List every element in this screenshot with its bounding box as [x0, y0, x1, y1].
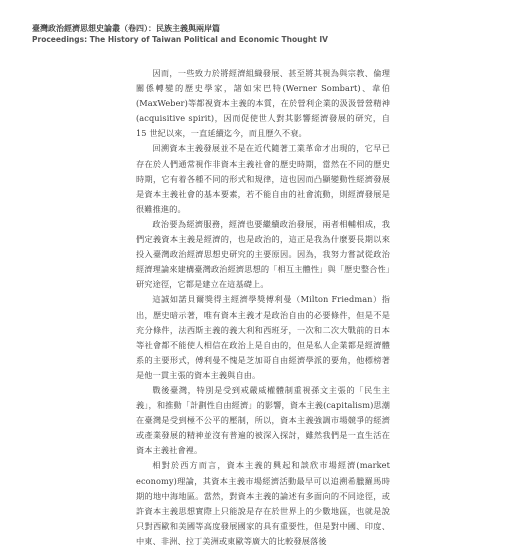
paragraph: 這誠如諾貝爾獎得主經濟學獎傅利曼（Milton Friedman）指出，歷史暗示著，唯有資本主義才是政治自由的必要條件，但是不是充分條件，法西斯主義的義大利和西班牙，一次和二次大戰前的日本等社會都不能使人相信在政治上是自由的，但是私人企業都是經濟體系的主要形式，傅利曼不愧是芝加哥自由經濟學派的要角，他標榜著是他一貫主張的資本主義與自由。	[136, 294, 390, 380]
paragraph: 相對於西方而言，資本主義的興起和談欣市場經濟(market economy)理論，其資本主義市場經濟活動最早可以追溯希臘羅馬時期的地中海地區。當然，對資本主義的論述有多面向的不同途徑，或許資本主義思想實際上只能說是存在於世界上的少數地區，也就是說只對西歐和美國等高度發展國家的具有重要性，但是對中國、印度、中東、非洲、拉丁美洲或東歐等廣大的比較發展落後	[136, 460, 390, 546]
book-subtitle: Proceedings: The History of Taiwan Political and Economic Thought IV	[32, 35, 328, 44]
paragraph: 回溯資本主義發展並不是在近代隨著工業革命才出現的，它早已存在於人們通常視作非資本主義社會的歷史時期，當然在不同的歷史時期，它有着各種不同的形式和規律，這也因而凸顯變動性經濟發展是資本主義社會的基本要素，若不能自由的社會流動，則經濟發展是很難推進的。	[136, 143, 390, 214]
running-header	[32, 24, 472, 45]
paragraph: 政治要為經濟服務，經濟也要繼續政治發展，兩者相輔相成，我們定義資本主義是經濟的，也是政治的，這正是我為什麼要長期以來投入臺灣政治經濟思想史研究的主要原因。因為，我努力嘗試從政治經濟理論來建構臺灣政治經濟思想的「相互主體性」與「歷史整合性」研究途徑，它都是建立在這基礎上。	[136, 218, 390, 290]
book-title: 臺灣政治經濟思想史論叢（卷四）：民族主義與兩岸篇	[32, 24, 220, 33]
paragraph: 因而，一些致力於將經濟組織發展、甚至將其視為與宗教、倫理關係轉變的歷史學家，諸如宋巴特(Werner Sombart)、韋伯(MaxWeber)等都視資本主義的本質，在於營利企業的汲汲營營精神(acquisitive spirit)，因而促使世人對其影響經濟發展的研究，自 15 世紀以來，一直延續迄今，而且歷久不衰。	[136, 68, 390, 139]
paragraph: 戰後臺灣，特別是受到戒嚴威權體制重視孫文主張的「民生主義」，和推動「計劃性自由經濟」的影響，資本主義(capitalism)思潮在臺灣是受到極不公平的壓制，所以，資本主義強調市場競爭的經濟或產業發展的精神並沒有普遍的被深入探討，雖然我們是一直生活在資本主義社會裡。	[136, 384, 390, 456]
body-text	[136, 66, 390, 549]
